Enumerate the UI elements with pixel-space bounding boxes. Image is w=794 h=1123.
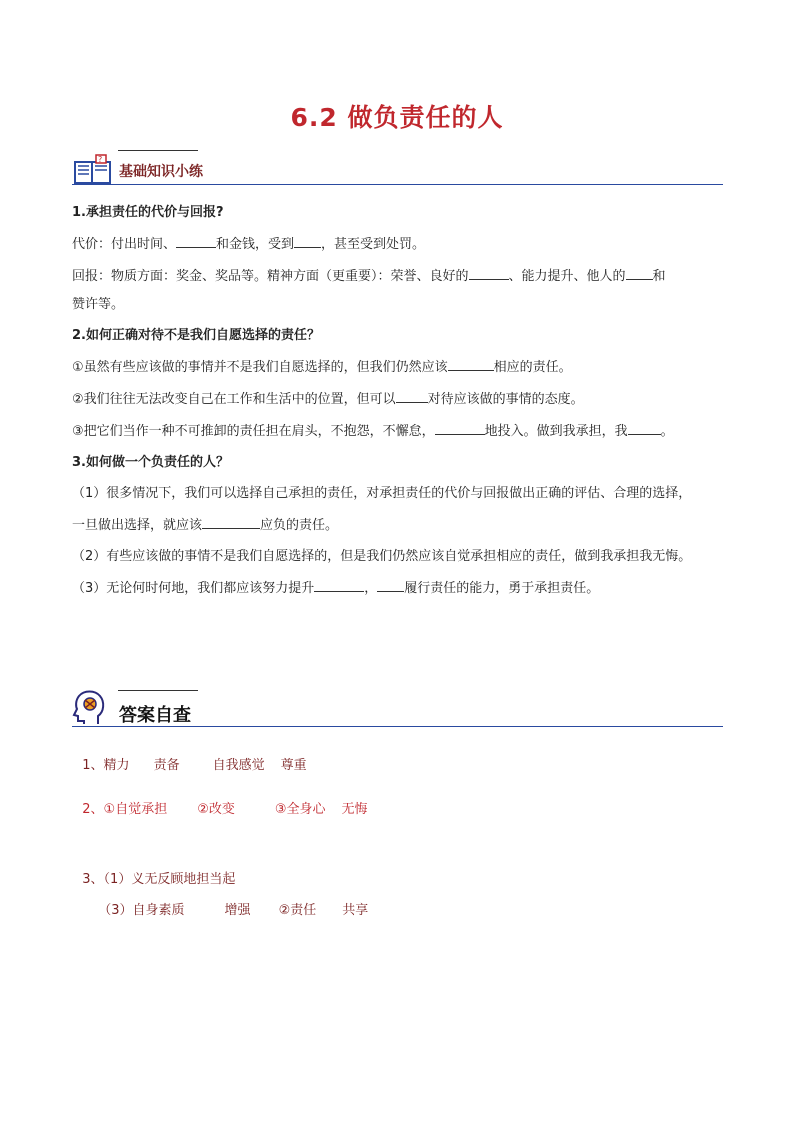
q1-line2: 回报：物质方面：奖金、奖品等。精神方面（更重要）：荣誉、良好的 、能力提升、他人的 和 <box>72 266 724 287</box>
head-gear-icon <box>72 688 108 726</box>
q3-heading: 3.如何做一个负责任的人？ <box>72 455 229 470</box>
blank[interactable] <box>176 234 216 248</box>
answer-3: 3、（1）义无反顾地担当起 <box>82 872 236 887</box>
section-label: 答案自查 <box>119 705 191 726</box>
section-rule <box>72 726 723 727</box>
page-title: 6.2 做负责任的人 <box>290 103 504 132</box>
q3-line3: （2）有些应该做的事情不是我们自愿选择的，但是我们仍然应该自觉承担相应的责任，做到我承担我无悔。 <box>72 549 692 564</box>
blank[interactable] <box>435 421 485 435</box>
q2-line1: ①虽然有些应该做的事情并不是我们自愿选择的，但我们仍然应该 相应的责任。 <box>72 357 724 378</box>
section-header-basics <box>72 148 723 188</box>
q2-heading: 2.如何正确对待不是我们自愿选择的责任？ <box>72 328 320 343</box>
blank[interactable] <box>377 578 404 592</box>
q1-heading: 1.承担责任的代价与回报? <box>72 205 224 220</box>
blank[interactable] <box>469 266 509 280</box>
answer-1: 1、精力 责备 自我感觉 尊重 <box>82 758 307 773</box>
section-rule <box>72 184 723 185</box>
q1-line1: 代价：付出时间、 和金钱，受到 ，甚至受到处罚。 <box>72 234 724 255</box>
book-icon <box>72 152 114 186</box>
blank[interactable] <box>202 515 260 529</box>
answer-2: 2、①自觉承担 ②改变 ③全身心 无悔 <box>82 802 368 817</box>
blank[interactable] <box>396 389 428 403</box>
questions-body <box>72 203 724 599</box>
svg-text:?: ? <box>98 155 103 164</box>
q3-line1: （1）很多情况下，我们可以选择自己承担的责任，对承担责任的代价与回报做出正确的评估、合理的选择， <box>72 486 692 501</box>
q2-line2: ②我们往往无法改变自己在工作和生活中的位置，但可以 对待应该做的事情的态度。 <box>72 389 724 410</box>
answer-3-line2: （3）自身素质 增强 ②责任 共享 <box>98 903 369 918</box>
section-label: 基础知识小练 <box>119 164 203 180</box>
blank[interactable] <box>626 266 653 280</box>
header-short-line <box>118 690 198 691</box>
q3-line4: （3）无论何时何地，我们都应该努力提升 ， 履行责任的能力，勇于承担责任。 <box>72 578 724 599</box>
blank[interactable] <box>314 578 364 592</box>
section-header-answers <box>72 688 723 730</box>
blank[interactable] <box>448 357 494 371</box>
q3-line2: 一旦做出选择，就应该 应负的责任。 <box>72 515 724 536</box>
blank[interactable] <box>628 421 661 435</box>
blank[interactable] <box>294 234 321 248</box>
header-short-line <box>118 150 198 151</box>
q2-line3: ③把它们当作一种不可推卸的责任担在肩头，不抱怨，不懈怠， 地投入。做到我承担，我 。 <box>72 421 724 442</box>
q1-line3: 赞许等。 <box>72 297 125 312</box>
